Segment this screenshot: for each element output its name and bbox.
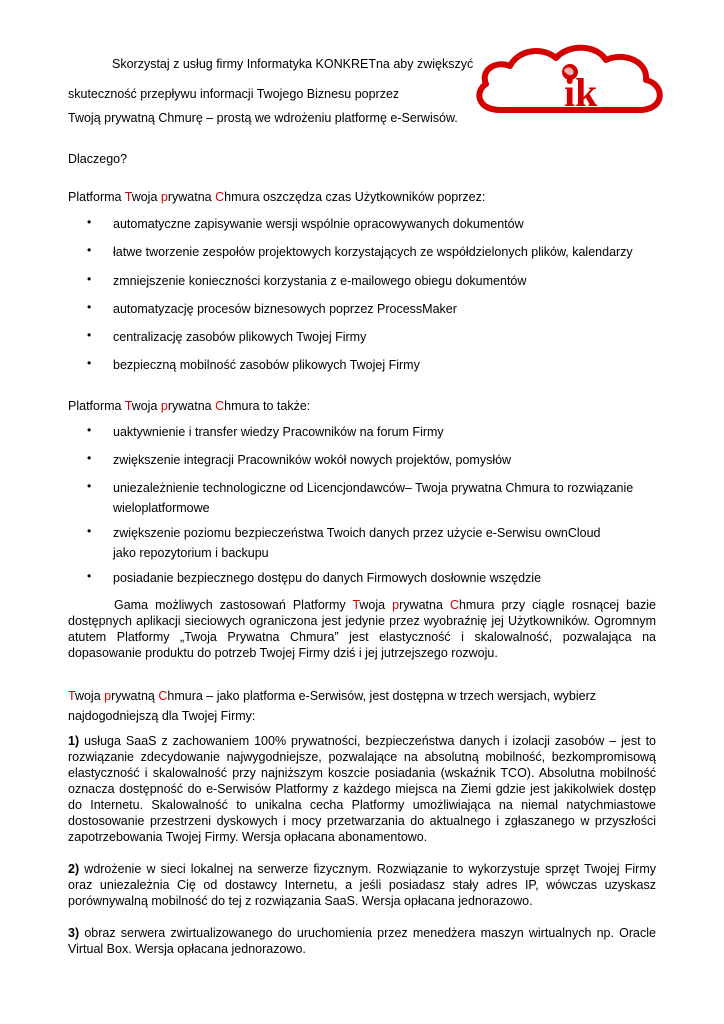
version-2-paragraph: 2) wdrożenie w sieci lokalnej na serwerze fizycznym. Rozwiązanie to wykorzystuje sprzęt Twojej Firmy oraz uniezależnia Cię od dostawcy Internetu, a jeśli posiadasz stały adres IP, wówczas uzyskasz porównywalną mobilność do tej z rozwiązania SaaS. Wersja opłacana jednorazowo. (68, 862, 656, 908)
version-3-paragraph: 3) obraz serwera zwirtualizowanego do uruchomienia przez menedżera maszyn wirtualnych np. Oracle Virtual Box. Wersja opłacana jednorazowo. (68, 926, 656, 956)
document-page: ik Skorzystaj z usług firmy Informatyka KONKRETna aby zwiększyć skuteczność przepływu informacji Twojego Biznesu poprzez Twoją prywatną Chmurę – prostą we wdrożeniu platformę e-Serwisów. Dlaczego? Platforma Twoja prywatna Chmura oszczędza czas Użytkowników poprzez: • automatyczne zapisywanie wersji wspólnie opracowywanych dokumentów • łatwe tworzenie zespołów projektowych korzystających ze współdzielonych plików, kalendarzy • zmniejszenie konieczności korzystania z e-mailowego obiegu dokumentów • automatyzację procesów biznesowych poprzez ProcessMaker • centralizację zasobów plikowych Twojej Firmy • bezpieczną mobilność zasobów plikowych Twojej Firmy Platforma Twoja prywatna Chmura to także: • uaktywnienie i transfer wiedzy Pracowników na forum Firmy • zwiększenie integracji Pracowników wokół nowych projektów, pomysłów • uniezależnienie technologiczne od Licencjondawców– Twoja prywatna Chmura to rozwiązanie wieloplatformowe • zwiększenie poziomu bezpieczeństwa Twoich danych przez użycie e-Serwisu ownCloud jako repozytorium i backupu • posiadanie bezpiecznego dostępu do danych Firmowych dosłownie wszędzie Gama możliwych zastosowań Platformy Twoja prywatna Chmura przy ciągle rosnącej bazie dostępnych aplikacji sieciowych ograniczona jest jedynie przez wyobraźnię jej Użytkowników. Ogromnym atutem Platformy „Twoja Prywatna Chmura” jest elastyczność i skalowalność, pozwalająca na dopasowanie produktu do potrzeb Twojej Firmy dziś i jej jutrzejszego rozwoju. Twoja prywatną Chmura – jako platforma e-Serwisów, jest dostępna w trzech wersjach, wybierz najdogodniejszą dla Twojej Firmy: 1) usługa SaaS z zachowaniem 100% prywatności, bezpieczeństwa danych i izolacji zasobów – jest to rozwiązanie zdecydowanie najwygodniejsze, pozwalające na absolutną mobilność, bezkompromisową elastyczność i skalowalność przy najniższym koszcie posiadania (wskaźnik TCO). Absolutna mobilność oznacza dostępność do e-Serwisów Platformy z każdego miejsca na Ziemi gdzie jest jakikolwiek dostęp do Internetu. Skalowalność to unikalna cecha Platformy umożliwiająca na niemal natychmiastowe dostosowanie przestrzeni dyskowych i mocy przetwarzania do aktualnego i zgłaszanego w przyszłości zapotrzebowania Twojej Firmy. Wersja opłacana abonamentowo. 2) wdrożenie w sieci lokalnej na serwerze fizycznym. Rozwiązanie to wykorzystuje sprzęt Twojej Firmy oraz uniezależnia Cię od dostawcy Internetu, a jeśli posiadasz stały adres IP, wówczas uzyskasz porównywalną mobilność do tej z rozwiązania SaaS. Wersja opłacana jednorazowo. 3) obraz serwera zwirtualizowanego do uruchomienia przez menedżera maszyn wirtualnych np. Oracle Virtual Box. Wersja opłacana jednorazowo. (0, 0, 724, 1024)
intro-line-1: Skorzystaj z usług firmy Informatyka KONKRETna aby zwiększyć (112, 57, 474, 71)
bullet-icon: • (87, 215, 92, 229)
intro-line-2: skuteczność przepływu informacji Twojego Biznesu poprzez (68, 87, 400, 101)
dlaczego-heading: Dlaczego? (68, 152, 128, 166)
bullet-icon: • (87, 479, 92, 493)
bullet-icon: • (87, 356, 92, 370)
versions-intro-line-2: najdogodniejszą dla Twojej Firmy: (68, 709, 256, 723)
bullet-icon: • (87, 272, 92, 286)
section2-heading: Platforma Twoja prywatna Chmura to także: (68, 399, 311, 413)
bullet-icon: • (87, 300, 92, 314)
bullet-icon: • (87, 524, 92, 538)
bullet-icon: • (87, 451, 92, 465)
gama-paragraph: Gama możliwych zastosowań Platformy Twoja prywatna Chmura przy ciągle rosnącej bazie dostępnych aplikacji sieciowych ograniczona jest jedynie przez wyobraźnię jej Użytkowników. Ogromnym atutem Platformy „Twoja Prywatna Chmura” jest elastyczność i skalowalność, pozwalająca na dopasowanie produktu do potrzeb Twojej Firmy dziś i jej jutrzejszego rozwoju. (68, 598, 657, 660)
section1-heading: Platforma Twoja prywatna Chmura oszczędza czas Użytkowników poprzez: (68, 190, 486, 204)
bullet-icon: • (87, 569, 92, 583)
bullet-icon: • (87, 328, 92, 342)
version-1-paragraph: 1) usługa SaaS z zachowaniem 100% prywatności, bezpieczeństwa danych i izolacji zasobów – jest to rozwiązanie zdecydowanie najwygodniejsze, pozwalające na absolutną mobilność, bezkompromisową elastyczność i skalowalność przy najniższym koszcie posiadania (wskaźnik TCO). Absolutna mobilność oznacza dostępność do e-Serwisów Platformy z każdego miejsca na Ziemi gdzie jest jakikolwiek dostęp do Internetu. Skalowalność to unikalna cecha Platformy umożliwiająca na niemal natychmiastowe dostosowanie przestrzeni dyskowych i mocy przetwarzania do aktualnego i zgłaszanego w przyszłości zapotrzebowania Twojej Firmy. Wersja opłacana abonamentowo. (68, 734, 656, 844)
bullet-icon: • (87, 423, 92, 437)
intro-line-3: Twoją prywatną Chmurę – prostą we wdrożeniu platformę e-Serwisów. (68, 111, 458, 125)
company-logo (472, 40, 668, 120)
bullet-icon: • (87, 243, 92, 257)
svg-text:ik: ik (564, 70, 598, 115)
versions-intro-line-1: Twoja prywatną Chmura – jako platforma e-Serwisów, jest dostępna w trzech wersjach, wybierz (68, 689, 597, 703)
